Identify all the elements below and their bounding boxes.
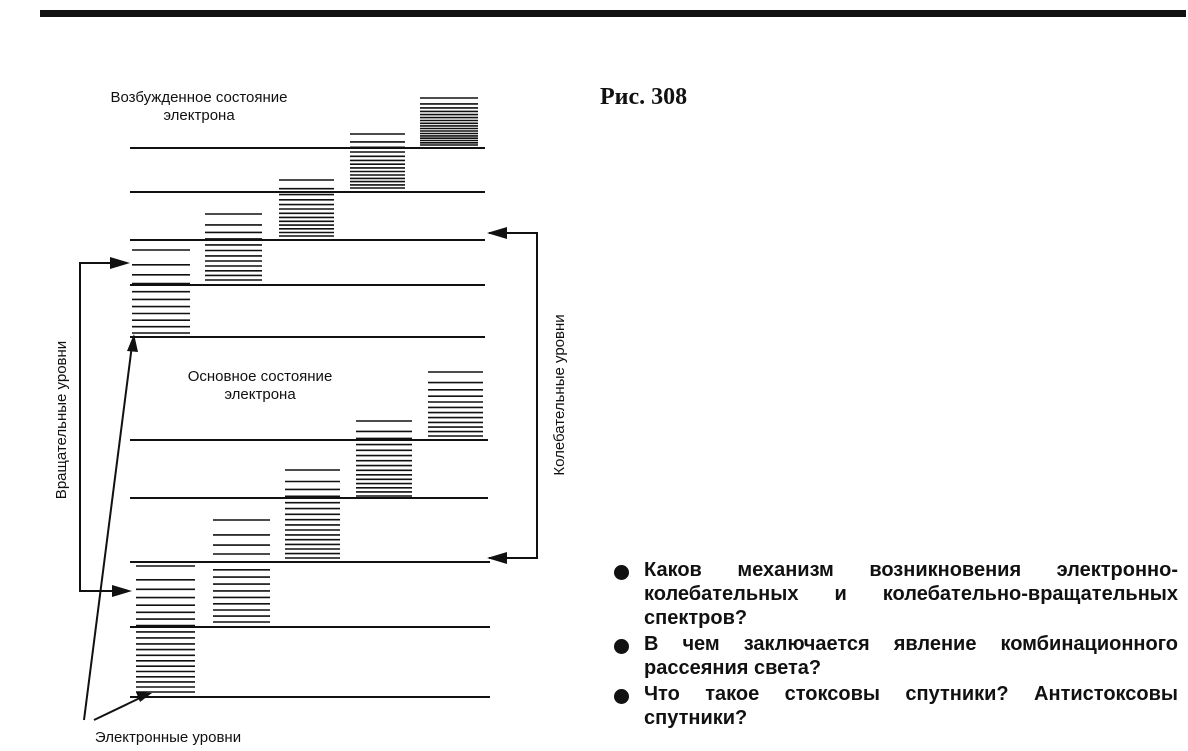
question-text: Каков механизм возникновения электронно-колебательных и колебательно-вращательных спектров? [644, 559, 1178, 629]
question-text: Что такое стоксовы спутники? Антистоксовы спутники? [644, 683, 1178, 729]
vibrational-levels-label: Колебательные уровни [551, 314, 568, 476]
figure-label: Рис. 308 [600, 84, 688, 110]
ground-state-label-line1: Основное состояние [187, 368, 333, 385]
bullet-icon [614, 689, 629, 704]
question-text: В чем заключается явление комбинационного рассеяния света? [644, 633, 1178, 679]
bullet-icon [614, 639, 629, 654]
excited-state-label-line2: электрона [163, 107, 235, 124]
arrow-head-vibrational-top [487, 227, 507, 239]
vibrational-bracket [489, 233, 537, 558]
ground-state-label-line2: электрона [224, 386, 296, 403]
excited-state-label-line1: Возбужденное состояние [110, 89, 288, 106]
question-item [612, 558, 1178, 630]
question-item [612, 682, 1178, 730]
electronic-levels-label: Электронные уровни [94, 729, 242, 746]
rotational-levels-label: Вращательные уровни [53, 340, 70, 500]
arrow-head-rotational-bottom [112, 585, 132, 597]
rotational-level-stacks [132, 98, 483, 692]
questions-list [612, 558, 1178, 732]
electronic-levels-pointers [84, 345, 142, 720]
arrow-head-rotational-top [110, 257, 130, 269]
question-item [612, 632, 1178, 680]
bullet-icon [614, 565, 629, 580]
